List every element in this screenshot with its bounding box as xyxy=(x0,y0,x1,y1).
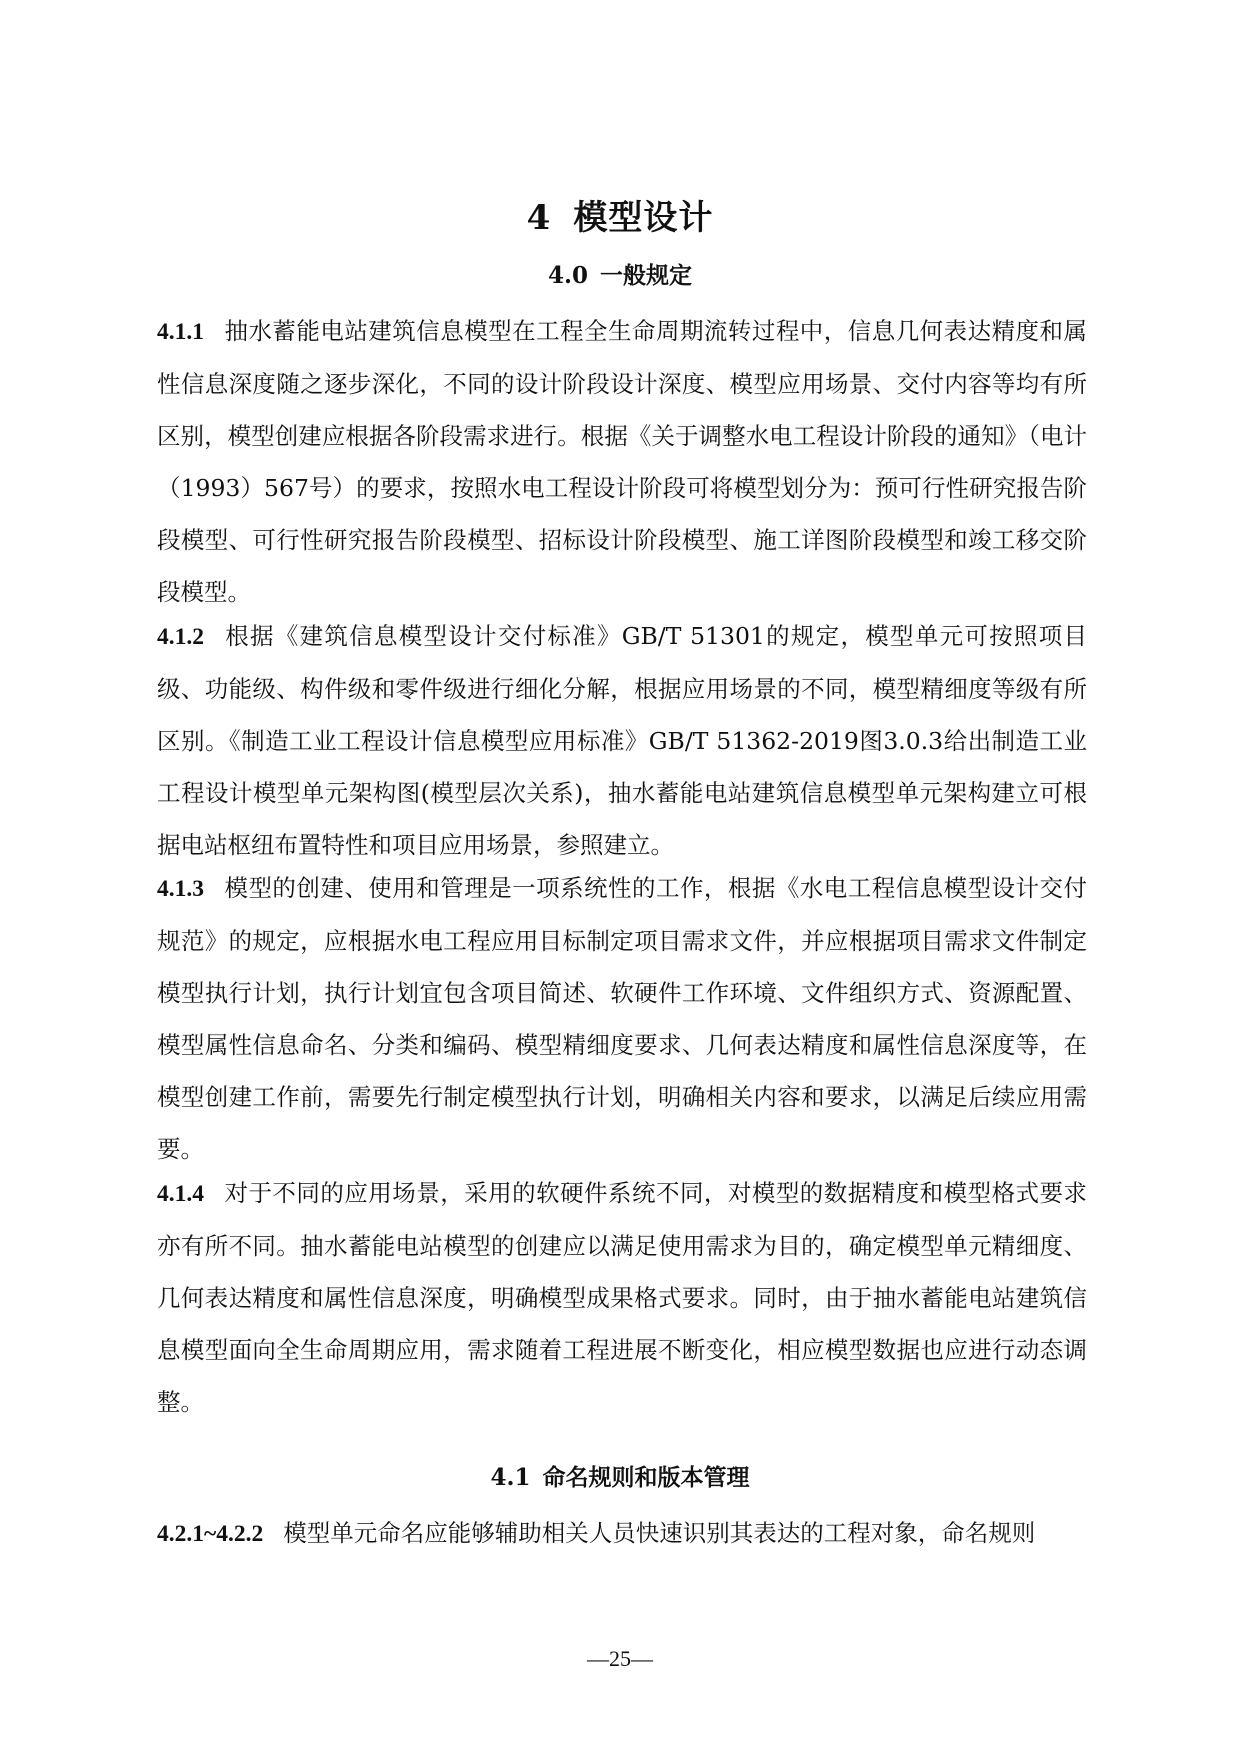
section-title xyxy=(0,1459,1240,1492)
chapter-number: 4 xyxy=(526,198,552,238)
clause-text: 模型单元命名应能够辅助相关人员快速识别其表达的工程对象，命名规则 xyxy=(283,1519,1036,1547)
chapter-title xyxy=(0,190,1240,239)
clause-number: 4.2.1~4.2.2 xyxy=(157,1521,264,1547)
clause-number: 4.1.3 xyxy=(157,876,204,902)
clause-number: 4.1.4 xyxy=(157,1181,204,1207)
clause-text: 模型的创建、使用和管理是一项系统性的工作，根据《水电工程信息模型设计交付规范》的规定，应根据水电工程应用目标制定项目需求文件，并应根据项目需求文件制定模型执行计划，执行计划宜包含项目简述、软硬件工作环境、文件组织方式、资源配置、模型属性信息命名、分类和编码、模型精细度要求、几何表达精度和属性信息深度等，在模型创建工作前，需要先行制定模型执行计划，明确相关内容和要求，以满足后续应用需要。 xyxy=(157,874,1087,1163)
clause-paragraph xyxy=(157,610,1087,871)
section-title xyxy=(0,257,1240,290)
clause-number: 4.1.1 xyxy=(157,319,204,345)
clause-text: 抽水蓄能电站建筑信息模型在工程全生命周期流转过程中，信息几何表达精度和属性信息深度随之逐步深化，不同的设计阶段设计深度、模型应用场景、交付内容等均有所区别，模型创建应根据各阶段需求进行。根据《关于调整水电工程设计阶段的通知》（电计（1993）567号）的要求，按照水电工程设计阶段可将模型划分为：预可行性研究报告阶段模型、可行性研究报告阶段模型、招标设计阶段模型、施工详图阶段模型和竣工移交阶段模型。 xyxy=(157,317,1087,606)
clause-paragraph xyxy=(157,1507,1087,1560)
clause-paragraph xyxy=(157,1167,1087,1428)
clause-paragraph xyxy=(157,862,1087,1175)
page-number: —25— xyxy=(587,1646,653,1671)
section-number: 4.0 xyxy=(547,262,588,289)
section-number: 4.1 xyxy=(490,1464,531,1491)
clause-paragraph xyxy=(157,305,1087,618)
clause-text: 对于不同的应用场景，采用的软硬件系统不同，对模型的数据精度和模型格式要求亦有所不同。抽水蓄能电站模型的创建应以满足使用需求为目的，确定模型单元精细度、几何表达精度和属性信息深度，明确模型成果格式要求。同时，由于抽水蓄能电站建筑信息模型面向全生命周期应用，需求随着工程进展不断变化，相应模型数据也应进行动态调整。 xyxy=(157,1179,1087,1416)
clause-number: 4.1.2 xyxy=(157,624,204,650)
clause-text: 根据《建筑信息模型设计交付标准》GB/T 51301的规定，模型单元可按照项目级、功能级、构件级和零件级进行细化分解，根据应用场景的不同，模型精细度等级有所区别。《制造工业工程设计信息模型应用标准》GB/T 51362-2019图3.0.3给出制造工业工程设计模型单元架构图(模型层次关系)，抽水蓄能电站建筑信息模型单元架构建立可根据电站枢纽布置特性和项目应用场景，参照建立。 xyxy=(157,622,1087,859)
section-title-text: 一般规定 xyxy=(600,262,692,289)
chapter-title-text: 模型设计 xyxy=(573,198,714,238)
section-title-text: 命名规则和版本管理 xyxy=(542,1464,750,1491)
